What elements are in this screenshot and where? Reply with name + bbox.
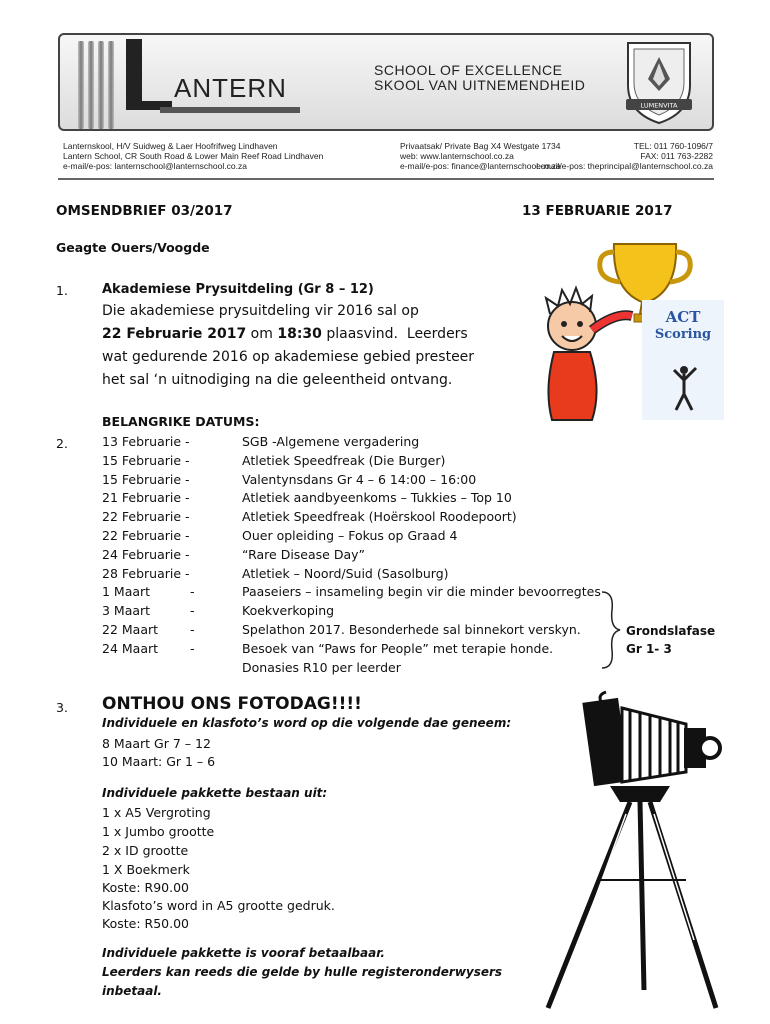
photo-day-title: ONTHOU ONS FOTODAG!!!!	[102, 694, 362, 714]
photo-day-1: 8 Maart Gr 7 – 12	[102, 736, 211, 751]
list-item: 2 x ID grootte	[102, 843, 189, 858]
payment-note: Leerders kan reeds die gelde by hulle registeronderwysers	[102, 965, 503, 979]
logo-stripe	[78, 41, 84, 129]
photo-day-2: 10 Maart: Gr 1 – 6	[102, 754, 216, 769]
section-number: 2.	[56, 436, 68, 451]
list-item: Koste: R50.00	[102, 916, 189, 931]
scoring-text: Scoring	[654, 327, 712, 342]
list-item: 1 x A5 Vergroting	[102, 805, 211, 820]
letter-date: 13 FEBRUARIE 2017	[522, 203, 673, 219]
prize-time: 18:30	[277, 326, 322, 342]
header-divider	[58, 178, 714, 180]
section-number: 1.	[56, 283, 68, 298]
payment-note: Individuele pakkette is vooraf betaalbaar.	[102, 946, 385, 960]
section1-paragraph: Die akademiese prysuitdeling vir 2016 sal op 22 Februarie 2017 om 18:30 plaasvind. Leerders wat gedurende 2016 op akademiese gebied presteer het sal ‘n uitnodiging na die geleentheid ontvang.	[102, 303, 475, 388]
school-motto	[374, 63, 585, 93]
contact-phone: TEL: 011 760-1096/7 FAX: 011 763-2282 e-mail/e-pos: theprincipal@lanternschool.co.za	[536, 141, 713, 171]
motto-english: SCHOOL OF EXCELLENCE	[374, 62, 563, 78]
list-item: 1 X Boekmerk	[102, 862, 190, 877]
contact-address: Lanternskool, H/V Suidweg & Laer Hoofrifweg Lindhaven Lantern School, CR South Road & Lower Main Reef Road Lindhaven e-mail/e-pos: lanternschool@lanternschool.co.za	[63, 141, 324, 171]
section-number: 3.	[56, 700, 68, 715]
vintage-camera-icon	[540, 690, 730, 1010]
logo-underline	[160, 107, 300, 113]
list-item: Koste: R90.00	[102, 880, 189, 895]
logo-text: ANTERN	[174, 73, 287, 103]
contact-postal: Privaatsak/ Private Bag X4 Westgate 1734 web: www.lanternschool.co.za e-mail/e-pos: finance@lanternschool.co.za	[400, 141, 561, 171]
photo-day-subtitle: Individuele en klasfoto’s word op die volgende dae geneem:	[102, 716, 512, 730]
logo-stripe	[88, 41, 94, 129]
payment-note: inbetaal.	[102, 984, 162, 998]
logo-stripe	[98, 41, 104, 129]
list-item: Klasfoto’s word in A5 grootte gedruk.	[102, 898, 335, 913]
trophy-cartoon-icon	[536, 230, 726, 430]
grade-range-label: Gr 1- 3	[626, 642, 672, 656]
act-text: ACT	[665, 308, 701, 326]
greeting: Geagte Ouers/Voogde	[56, 240, 210, 255]
school-crest-icon	[620, 39, 698, 127]
logo-stripe	[108, 41, 114, 129]
important-dates-heading: BELANGRIKE DATUMS:	[102, 414, 260, 429]
packages-heading: Individuele pakkette bestaan uit:	[102, 786, 328, 800]
crest-ribbon: LUMENVITA	[640, 101, 678, 110]
motto-afrikaans: SKOOL VAN UITNEMENDHEID	[374, 77, 586, 93]
logo-letter-l	[126, 39, 142, 109]
foundation-phase-label: Grondslafase	[626, 624, 716, 638]
letter-reference: OMSENDBRIEF 03/2017	[56, 203, 233, 219]
right-brace-icon	[600, 590, 622, 670]
section1-title: Akademiese Prysuitdeling (Gr 8 – 12)	[102, 282, 374, 297]
list-item: 1 x Jumbo grootte	[102, 824, 215, 839]
prize-date: 22 Februarie 2017	[102, 326, 247, 342]
letterhead	[58, 33, 714, 131]
